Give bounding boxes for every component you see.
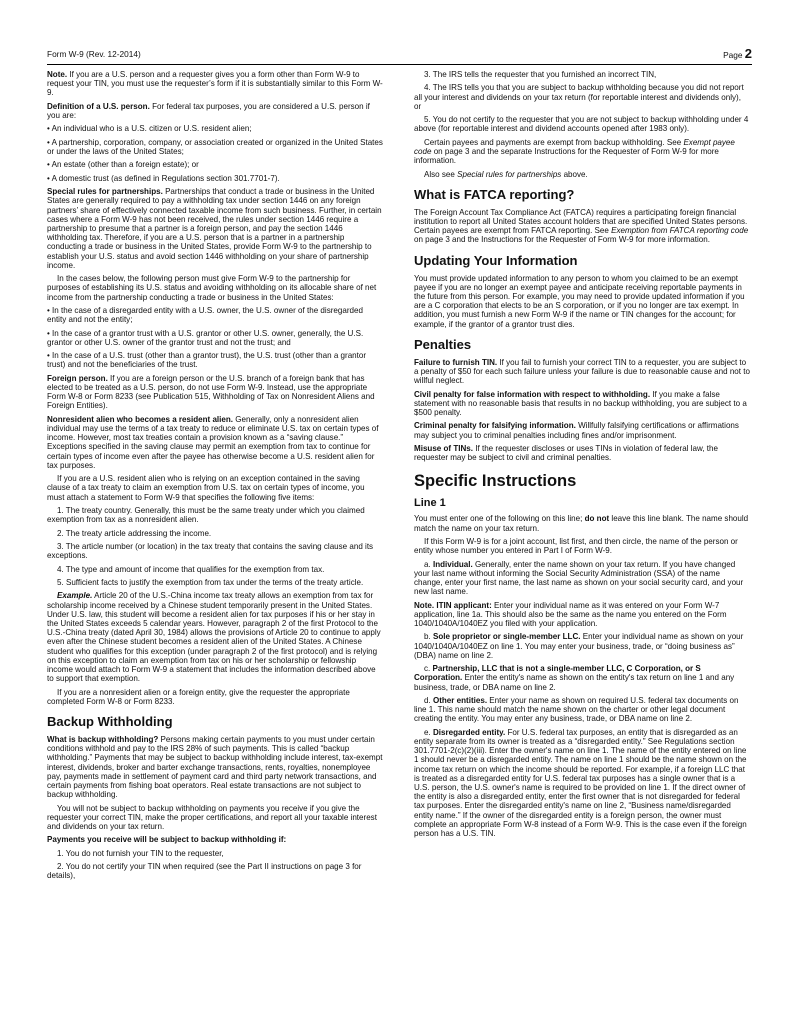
page-header — [47, 44, 752, 65]
list-item: 1. The treaty country. Generally, this must be the same treaty under which you claimed exemption from tax as a nonresident alien. — [47, 505, 365, 525]
individual-text: Generally, enter the name shown on your tax return. If you have changed your last name without informing the Social Security Administration (SSA) of the name change, enter your first name, the last name as shown on your social security card, and your new last name. — [414, 559, 744, 597]
fatca-paragraph — [414, 208, 750, 245]
list-item: • A partnership, corporation, company, or association created or organized in the United States or under the laws of the United States; — [47, 137, 383, 156]
special-rules-lead: Special rules for partnerships. — [47, 187, 163, 197]
individual-lead: Individual. — [432, 559, 473, 569]
list-item: • An estate (other than a foreign estate); or — [47, 160, 199, 170]
payments-heading-text: Payments you receive will be subject to backup withholding if: — [47, 835, 287, 845]
line1-paragraph — [414, 514, 750, 532]
other-entities-text: Enter your name as shown on required U.S. federal tax documents on line 1. This name should match the name shown on the charter or other legal document creating the entity. You may enter any business, trade, or DBA name on line 2. — [414, 695, 739, 724]
joint-account-paragraph: If this Form W-9 is for a joint account, list first, and then circle, the name of the person or entity whose number you entered in Part I of Form W-9. — [414, 537, 738, 556]
updating-paragraph: You must provide updated information to any person to whom you claimed to be an exempt payee if you are no longer an exempt payee and anticipate receiving reportable payments in the future from this person. For example, you may need to provide updated information if you are a C corporation that elects to be an S corporation, or if you no longer are tax exempt. In addition, you must furnish a new Form W-9 if the name or TIN changes for the account; for example, if the grantor of a grantor trust dies. — [414, 273, 745, 329]
updating-heading: Updating Your Information — [414, 252, 578, 268]
also-text-b: above. — [561, 169, 588, 179]
fatca-code-ref: Exemption from FATCA reporting code — [611, 226, 749, 236]
list-item: • In the case of a grantor trust with a U.S. grantor or other U.S. owner, generally, the U.S. grantor or other U.S. owner of the grantor trust and not the trust; and — [47, 328, 364, 347]
list-item: 2. The treaty article addressing the income. — [57, 528, 212, 538]
civil-paragraph — [414, 390, 750, 418]
penalties-heading: Penalties — [414, 336, 472, 352]
line1-text-b: leave this line blank. The name should match the name on your tax return. — [414, 514, 749, 533]
list-item: 3. The article number (or location) in the tax treaty that contains the saving clause and its exceptions. — [47, 541, 374, 561]
example-text: Article 20 of the U.S.-China income tax treaty allows an exemption from tax for scholarship income received by a Chinese student temporarily present in the United States. Under U.S. law, this student will become a resident alien for tax purposes if his or her stay in the United States exceeds 5 calendar years. However, paragraph 2 of the first Protocol to the U.S.-China treaty (dated April 30, 1984) allows the provisions of Article 20 to continue to apply even after the Chinese student becomes a resident alien of the United States. A Chinese student who qualifies for this exception (under paragraph 2 of the first protocol) and is relying on this exception to claim an exemption from tax on his or her scholarship or fellowship income would attach to Form W-9 a statement that includes the information described above to support that exemption. — [47, 591, 381, 684]
failure-paragraph — [414, 358, 750, 386]
exception-paragraph: If you are a U.S. resident alien who is relying on an exception contained in the saving clause of a tax treaty to claim an exemption from U.S. tax on certain types of income, you must attach a statement to Form W-9 that specifies the following five items: — [47, 474, 365, 502]
individual-paragraph — [414, 560, 750, 597]
civil-lead: Civil penalty for false information with respect to withholding. — [414, 389, 651, 399]
what-is-backup-paragraph — [47, 735, 383, 799]
list-item: 5. You do not certify to the requester that you are not subject to backup withholding under 4 above (for reportable interest and dividend accounts opened after 1983 only). — [414, 115, 749, 134]
item-label: b. — [424, 632, 433, 642]
form-revision: Form W-9 (Rev. 12-2014) — [47, 49, 141, 59]
fatca-heading: What is FATCA reporting? — [414, 186, 575, 202]
fatca-text-a: The Foreign Account Tax Compliance Act (FATCA) requires a participating foreign financial institution to report all United States account holders that are specified United States persons. Certain payees are exempt from FATCA reporting. See — [414, 207, 748, 236]
left-column — [47, 70, 383, 885]
nonresident-text: Generally, only a nonresident alien individual may use the terms of a tax treaty to reduce or eliminate U.S. tax on certain types of income. However, most tax treaties contain a provision known as a “saving clause.” Exceptions specified in the saving clause may permit an exemption from tax to continue for certain types of income even after the payee has otherwise become a U.S. resident alien for tax purposes. — [47, 414, 379, 470]
payments-heading — [47, 835, 383, 844]
itin-note-text: Enter your individual name as it was entered on your Form W-7 application, line 1a. This should also be the same as the name you entered on the Form 1040/1040A/1040EZ you filed with your application. — [414, 600, 727, 628]
list-item: • A domestic trust (as defined in Regulations section 301.7701-7). — [47, 173, 280, 183]
sole-proprietor-paragraph — [414, 632, 750, 660]
also-see-paragraph — [414, 170, 750, 179]
definition-text: For federal tax purposes, you are considered a U.S. person if you are: — [47, 101, 370, 120]
page-indicator — [723, 46, 752, 61]
list-item: • An individual who is a U.S. citizen or U.S. resident alien; — [47, 124, 252, 134]
exempt-text-b: on page 3 and the separate Instructions for the Requester of Form W-9 for more information. — [414, 146, 719, 166]
item-label: a. — [424, 559, 433, 569]
partnership-paragraph — [414, 664, 750, 692]
nonresident-foreign-paragraph: If you are a nonresident alien or a foreign entity, give the requester the appropriate completed Form W-8 or Form 8233. — [47, 687, 350, 706]
foreign-person-text: If you are a foreign person or the U.S. branch of a foreign bank that has elected to be treated as a U.S. person, do not use Form W-9. Instead, use the appropriate Form W-8 or Form 8233 (see Publication 515, Withholding of Tax on Nonresident Aliens and Foreign Entities). — [47, 373, 375, 411]
backup-withholding-heading: Backup Withholding — [47, 713, 173, 729]
exempt-paragraph — [414, 138, 750, 166]
partnership-lead: Partnership, LLC that is not a single-member LLC, C Corporation, or S Corporation. — [414, 664, 701, 683]
line1-bold: do not — [584, 514, 610, 524]
also-text-a: Also see — [424, 169, 458, 179]
cases-paragraph: In the cases below, the following person must give Form W-9 to the partnership for purposes of establishing its U.S. status and avoiding withholding on its allocable share of net income from the partnership conducting a trade or business in the United States: — [47, 274, 377, 302]
line1-heading: Line 1 — [414, 497, 446, 510]
nonresident-paragraph — [47, 415, 383, 470]
foreign-person-paragraph — [47, 374, 383, 411]
misuse-text: If the requester discloses or uses TINs in violation of federal law, the requester may be subject to civil and criminal penalties. — [414, 444, 718, 463]
list-item: 4. The type and amount of income that qualifies for the exemption from tax. — [57, 564, 325, 574]
special-rules-paragraph — [47, 187, 383, 270]
criminal-lead: Criminal penalty for falsifying information. — [414, 421, 576, 431]
fatca-text-b: on page 3 and the Instructions for the Requester of Form W-9 for more information. — [414, 235, 710, 245]
list-item: • In the case of a U.S. trust (other than a grantor trust), the U.S. trust (other than a grantor trust) and not the beneficiaries of the trust. — [47, 351, 367, 370]
other-entities-lead: Other entities. — [432, 695, 488, 705]
list-item: 5. Sufficient facts to justify the exemption from tax under the terms of the treaty article. — [57, 577, 364, 587]
what-is-backup-lead: What is backup withholding? — [47, 734, 159, 744]
nonresident-lead: Nonresident alien who becomes a resident alien. — [47, 414, 234, 424]
itin-note-lead: Note. ITIN applicant: — [414, 600, 492, 610]
list-item: 1. You do not furnish your TIN to the requester, — [57, 848, 224, 858]
page-label: Page — [723, 50, 745, 60]
specific-instructions-heading: Specific Instructions — [414, 472, 577, 491]
criminal-text: Willfully falsifying certifications or affirmations may subject you to criminal penalties including fines and/or imprisonment. — [414, 421, 739, 440]
item-label: e. — [424, 727, 433, 737]
what-is-backup-text: Persons making certain payments to you must under certain conditions withhold and pay to the IRS 28% of such payments. This is called “backup withholding.” Payments that may be subject to backup withholding include interest, tax-exempt interest, dividends, broker and barter exchange transactions, rents, royalties, nonemployee pay, payments made in settlement of payment card and third party network transactions, and certain payments from fishing boat operators. Real estate transactions are not subject to backup withholding. — [47, 734, 383, 800]
note-paragraph — [47, 70, 383, 98]
disregarded-entity-lead: Disregarded entity. — [432, 727, 506, 737]
disregarded-entity-paragraph — [414, 728, 750, 838]
definition-lead: Definition of a U.S. person. — [47, 101, 150, 111]
list-item: 4. The IRS tells you that you are subject to backup withholding because you did not report all your interest and dividends on your tax return (for reportable interest and dividends only), or — [414, 83, 744, 111]
page-number: 2 — [744, 46, 752, 61]
sole-proprietor-lead: Sole proprietor or single-member LLC. — [432, 632, 581, 642]
other-entities-paragraph — [414, 696, 750, 724]
foreign-person-lead: Foreign person. — [47, 373, 108, 383]
special-rules-text: Partnerships that conduct a trade or business in the United States are generally required to pay a withholding tax under section 1446 on any foreign partners’ share of effectively connected taxable income from such business. Further, in certain cases where a Form W-9 has not been received, the rules under section 1446 require a partnership to presume that a partner is a foreign person, and pay the section 1446 withholding tax. Therefore, if you are a U.S. person that is a partner in a partnership conducting a trade or business in the United States, provide Form W-9 to the partnership to establish your U.S. status and avoid section 1446 withholding on your share of partnership income. — [47, 187, 382, 270]
misuse-lead: Misuse of TINs. — [414, 444, 474, 453]
item-label: c. — [424, 664, 433, 674]
failure-lead: Failure to furnish TIN. — [414, 357, 498, 367]
failure-text: If you fail to furnish your correct TIN to a requester, you are subject to a penalty of $50 for each such failure unless your failure is due to reasonable cause and not to willful neglect. — [414, 357, 750, 386]
definition-paragraph — [47, 102, 383, 120]
example-paragraph — [47, 591, 383, 683]
partnership-text: Enter the entity's name as shown on the entity's tax return on line 1 and any business, trade, or DBA name on line 2. — [414, 673, 735, 692]
exempt-text-a: Certain payees and payments are exempt from backup withholding. See — [424, 137, 684, 147]
line1-text-a: You must enter one of the following on this line; — [414, 514, 585, 524]
example-lead: Example. — [57, 591, 93, 601]
right-column — [414, 70, 750, 842]
list-item: 2. You do not certify your TIN when required (see the Part II instructions on page 3 for details), — [47, 862, 362, 881]
note-text: If you are a U.S. person and a requester gives you a form other than Form W-9 to request your TIN, you must use the requester’s form if it is substantially similar to this Form W-9. — [47, 70, 383, 98]
list-item: • In the case of a disregarded entity with a U.S. owner, the U.S. owner of the disregarded entity and not the entity; — [47, 305, 363, 325]
special-rules-ref: Special rules for partnerships — [457, 169, 562, 179]
misuse-paragraph — [414, 444, 750, 462]
disregarded-entity-text: For U.S. federal tax purposes, an entity that is disregarded as an entity separate from its owner is treated as a “disregarded entity.” See Regulations section 301.7701-2(c)(2)(iii). Enter the owner's name on line 1. The name of the entity entered on line 1 should never be a disregarded entity. The name on line 1 should be the name shown on the income tax return on which the income should be reported. For example, if a foreign LLC that is treated as a disregarded entity for U.S. federal tax purposes has a single owner that is a U.S. person, the U.S. owner's name is required to be provided on line 1. If the direct owner of the entity is also a disregarded entity, enter the first owner that is not disregarded for federal tax purposes. Enter the disregarded entity's name on line 2, “Business name/disregarded entity name.” If the owner of the disregarded entity is a foreign person, the owner must complete an appropriate Form W-8 instead of a Form W-9. This is the case even if the foreign person has a U.S. TIN. — [414, 727, 747, 839]
item-label: d. — [424, 695, 433, 705]
criminal-paragraph — [414, 421, 750, 439]
note-lead: Note. — [47, 70, 68, 79]
sole-proprietor-text: Enter your individual name as shown on your 1040/1040A/1040EZ on line 1. You may enter your business, trade, or “doing business as” (DBA) name on line 2. — [414, 632, 744, 660]
civil-text: If you make a false statement with no reasonable basis that results in no backup withholding, you are subject to a $500 penalty. — [414, 389, 747, 418]
not-subject-paragraph: You will not be subject to backup withholding on payments you receive if you give the requester your correct TIN, make the proper certifications, and report all your taxable interest and dividends on your tax return. — [47, 803, 377, 831]
itin-note-paragraph — [414, 601, 750, 629]
exempt-payee-code-ref: Exempt payee code — [414, 137, 735, 156]
list-item: 3. The IRS tells the requester that you furnished an incorrect TIN, — [424, 70, 657, 79]
